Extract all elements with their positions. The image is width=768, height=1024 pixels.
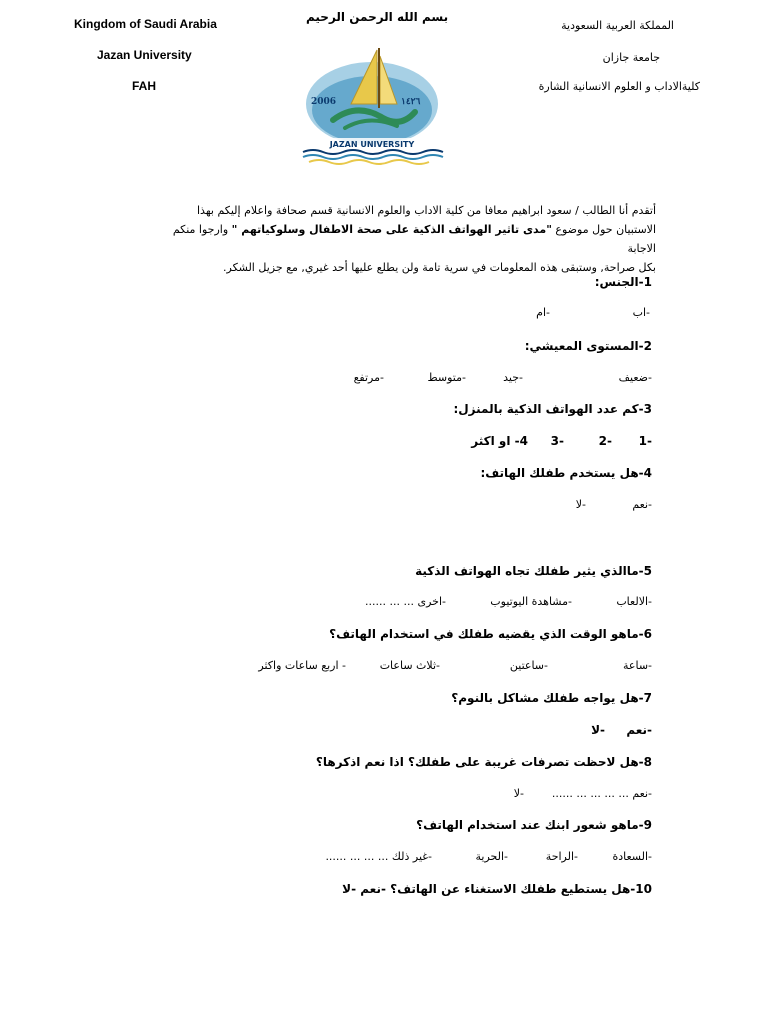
header-arabic-faculty: كليةالاداب و العلوم الانسانية الشارة <box>538 80 700 93</box>
logo-caption: JAZAN UNIVERSITY <box>329 140 415 149</box>
q1-option-mother[interactable]: -ام <box>536 306 550 319</box>
q2-option-weak[interactable]: -ضعيف <box>618 371 652 384</box>
q3-option-4-or-more[interactable]: 4- او اكثر <box>471 434 528 448</box>
intro-line-2-pre: الاستبيان حول موضوع <box>551 223 656 236</box>
header-english-university: Jazan University <box>97 48 192 62</box>
header-arabic-university: جامعة جازان <box>602 51 660 64</box>
university-logo <box>297 42 447 167</box>
basmala: بسم الله الرحمن الرحيم <box>306 10 449 24</box>
q9-option-comfort[interactable]: -الراحة <box>545 850 578 863</box>
q5-option-other[interactable]: -اخرى ... ... ...... <box>365 595 446 608</box>
intro-line-3: بكل صراحة, وستبقى هذه المعلومات في سرية تامة ولن يطلع عليها أحد غيري, مع جزيل الشكر. <box>223 261 656 274</box>
intro-paragraph <box>160 201 656 277</box>
q4-option-no[interactable]: -لا <box>575 498 586 511</box>
intro-line-1: أتقدم أنا الطالب / سعود ابراهيم معافا من كلية الاداب والعلوم الانسانية قسم صحافة واعلام إليكم بهذا <box>197 204 656 217</box>
q3-option-3[interactable]: 3- <box>550 434 564 448</box>
q3-option-2[interactable]: 2- <box>598 434 612 448</box>
q9-option-other[interactable]: -غير ذلك ... ... ... ...... <box>325 850 432 863</box>
q7-option-yes[interactable]: -نعم <box>626 723 652 737</box>
q1-option-father[interactable]: -اب <box>632 306 650 319</box>
question-3: 3-كم عدد الهواتف الذكية بالمنزل: <box>453 402 652 416</box>
intro-line-2-post: وارجوا منكم الاجابة <box>172 223 656 255</box>
question-10: 10-هل يستطيع طفلك الاستغناء عن الهاتف؟ -نعم -لا <box>342 882 652 896</box>
q8-option-yes[interactable]: -نعم ... ... ... ... ...... <box>551 787 652 800</box>
logo-year-left: 2006 <box>311 97 337 107</box>
q3-option-1[interactable]: 1- <box>638 434 652 448</box>
q2-option-medium[interactable]: -متوسط <box>427 371 466 384</box>
header-arabic-country: المملكة العربية السعودية <box>561 19 674 32</box>
q9-option-happiness[interactable]: -السعادة <box>612 850 652 863</box>
q6-option-one-hour[interactable]: -ساعة <box>623 659 652 672</box>
question-2: 2-المستوى المعيشي: <box>524 339 652 353</box>
logo-year-right: ١٤٢٦ <box>401 97 421 107</box>
q6-option-two-hours[interactable]: -ساعتين <box>509 659 548 672</box>
q6-option-four-plus-hours[interactable]: - اربع ساعات واكثر <box>258 659 346 672</box>
question-9: 9-ماهو شعور ابنك عند استخدام الهاتف؟ <box>416 818 652 832</box>
intro-line-2 <box>160 220 656 258</box>
q5-option-youtube[interactable]: -مشاهدة اليوتيوب <box>490 595 572 608</box>
q5-option-games[interactable]: -الالعاب <box>616 595 652 608</box>
question-1: 1-الجنس: <box>594 275 652 289</box>
question-8: 8-هل لاحظت تصرفات غريبة على طفلك؟ اذا نعم اذكرها؟ <box>315 755 652 769</box>
q2-option-good[interactable]: -جيد <box>503 371 523 384</box>
q4-option-yes[interactable]: -نعم <box>632 498 652 511</box>
question-5: 5-ماالذي يثير طفلك تجاه الهواتف الذكية <box>415 564 652 578</box>
intro-topic: "مدى تاثير الهواتف الذكية على صحة الاطفال وسلوكياتهم " <box>231 223 552 236</box>
q7-option-no[interactable]: -لا <box>591 723 605 737</box>
question-7: 7-هل يواجه طفلك مشاكل بالنوم؟ <box>451 691 652 705</box>
q9-option-freedom[interactable]: -الحرية <box>475 850 508 863</box>
header-english-country: Kingdom of Saudi Arabia <box>74 17 217 31</box>
q2-option-high[interactable]: -مرتفع <box>353 371 384 384</box>
question-4: 4-هل يستخدم طفلك الهاتف: <box>480 466 652 480</box>
q8-option-no[interactable]: -لا <box>513 787 524 800</box>
question-6: 6-ماهو الوقت الذي يقضيه طفلك في استخدام الهاتف؟ <box>329 627 652 641</box>
header-english-faculty: FAH <box>132 79 156 93</box>
q6-option-three-hours[interactable]: -ثلاث ساعات <box>379 659 440 672</box>
